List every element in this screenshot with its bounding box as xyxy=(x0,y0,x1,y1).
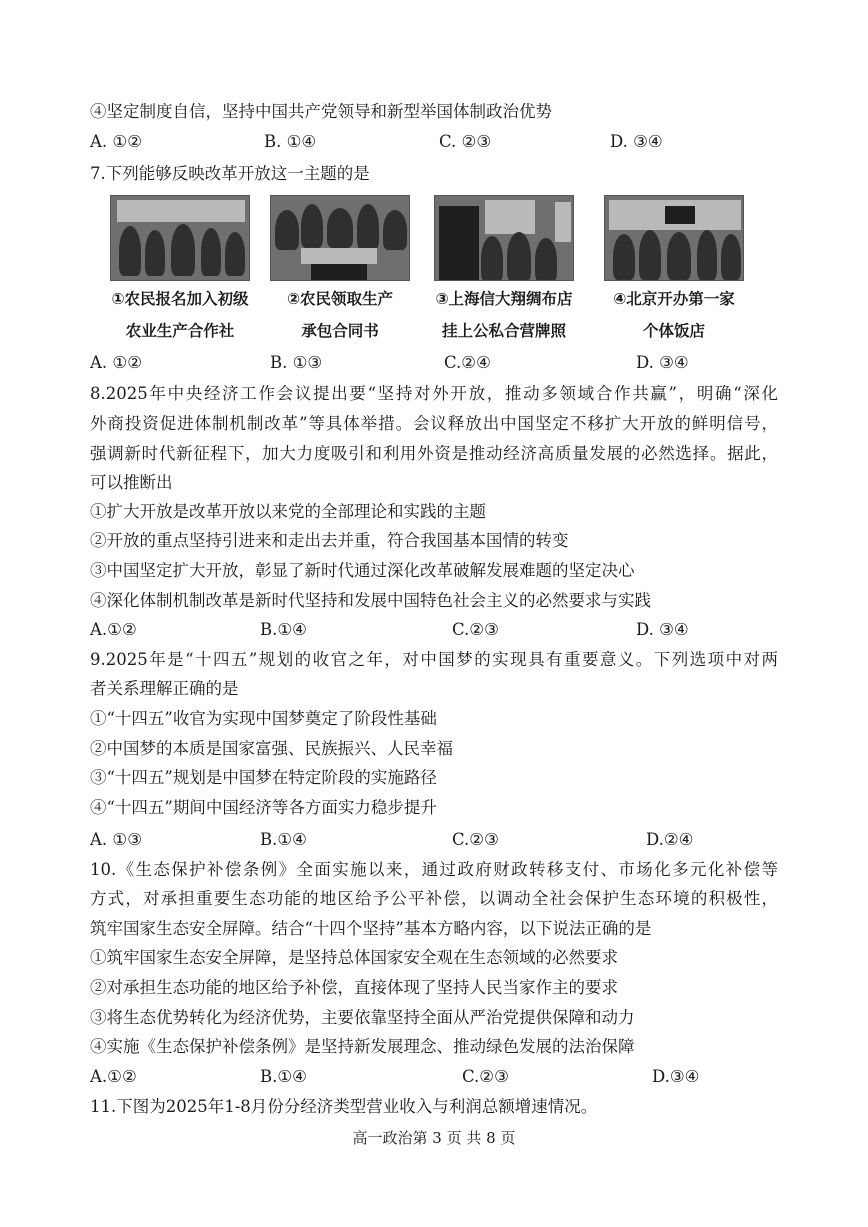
q7-answer-c: C.②④ xyxy=(444,353,491,372)
q6-option-4: ④坚定制度自信，坚持中国共产党领导和新型举国体制政治优势 xyxy=(90,102,552,121)
q8-option-2: ②开放的重点坚持引进来和走出去并重，符合我国基本国情的转变 xyxy=(90,531,569,550)
q9-stem-line-1: 9.2025年是“十四五”规划的收官之年，对中国梦的实现具有重要意义。下列选项中对两 xyxy=(90,650,778,669)
q9-answer-d: D.②④ xyxy=(646,830,694,849)
q8-stem-line-3: 强调新时代新征程下，加大力度吸引和利用外资是推动经济高质量发展的必然选择。据此， xyxy=(90,444,778,463)
photo-farmers-contract-icon xyxy=(270,195,410,281)
page-footer: 高一政治第 3 页 共 8 页 xyxy=(352,1129,516,1147)
q7-answer-a: A. ①② xyxy=(90,353,142,372)
q8-answer-b: B.①④ xyxy=(260,620,307,639)
q8-option-4: ④深化体制机制改革是新时代坚持和发展中国特色社会主义的必然要求与实践 xyxy=(90,591,651,610)
q10-option-2: ②对承担生态功能的地区给予补偿，直接体现了坚持人民当家作主的要求 xyxy=(90,978,618,997)
q9-stem-line-2: 者关系理解正确的是 xyxy=(90,679,239,698)
q8-answer-d: D. ③④ xyxy=(636,620,689,639)
q10-answer-c: C.②③ xyxy=(462,1067,509,1086)
q9-answer-c: C.②③ xyxy=(452,830,499,849)
q7-caption-4b: 个体饭店 xyxy=(642,322,705,340)
q6-answer-d: D. ③④ xyxy=(610,132,663,151)
q6-answer-c: C. ②③ xyxy=(439,132,492,151)
q7-answer-row xyxy=(90,352,780,374)
q10-stem-line-1: 10.《生态保护补偿条例》全面实施以来，通过政府财政转移支付、市场化多元化补偿等 xyxy=(90,860,778,879)
q10-option-3: ③将生态优势转化为经济优势，主要依靠坚持全面从严治党提供保障和动力 xyxy=(90,1008,635,1027)
q7-caption-2b: 承包合同书 xyxy=(301,322,379,340)
q7-caption-1a: ①农民报名加入初级 xyxy=(111,290,249,308)
q9-option-2: ②中国梦的本质是国家富强、民族振兴、人民幸福 xyxy=(90,739,453,758)
q9-option-4: ④“十四五”期间中国经济等各方面实力稳步提升 xyxy=(90,798,437,817)
q8-stem-line-4: 可以推断出 xyxy=(90,473,173,492)
q7-stem: 7.下列能够反映改革开放这一主题的是 xyxy=(90,164,370,183)
q7-caption-4a: ④北京开办第一家 xyxy=(613,290,735,308)
q8-option-1: ①扩大开放是改革开放以来党的全部理论和实践的主题 xyxy=(90,502,486,521)
q7-answer-d: D. ③④ xyxy=(636,353,689,372)
q10-stem-line-2: 方式，对承担重要生态功能的地区给予公平补偿，以调动全社会保护生态环境的积极性， xyxy=(90,889,778,908)
q8-stem-line-2: 外商投资促进体制机制改革”等具体举措。会议释放出中国坚定不移扩大开放的鲜明信号， xyxy=(90,414,778,433)
q10-answer-a: A.①② xyxy=(90,1067,137,1086)
photo-beijing-restaurant-icon xyxy=(604,195,744,281)
photo-shanghai-shop-icon xyxy=(434,195,574,281)
q8-option-3: ③中国坚定扩大开放，彰显了新时代通过深化改革破解发展难题的坚定决心 xyxy=(90,561,635,580)
q10-option-1: ①筑牢国家生态安全屏障，是坚持总体国家安全观在生态领域的必然要求 xyxy=(90,948,618,967)
q6-answer-a: A. ①② xyxy=(90,132,142,151)
q6-answer-row xyxy=(90,131,780,153)
q8-answer-row xyxy=(90,619,780,641)
q7-caption-1b: 农业生产合作社 xyxy=(125,322,235,340)
q9-answer-a: A. ①③ xyxy=(90,830,142,849)
q10-option-4: ④实施《生态保护补偿条例》是坚持新发展理念、推动绿色发展的法治保障 xyxy=(90,1037,635,1056)
q7-figure-2 xyxy=(270,195,410,347)
q9-answer-row xyxy=(90,829,780,851)
q7-caption-2a: ②农民领取生产 xyxy=(286,290,394,308)
q10-answer-row xyxy=(90,1066,780,1088)
q7-figure-1 xyxy=(110,195,250,347)
q7-image-row xyxy=(110,195,750,345)
q7-caption-3a: ③上海信大翔绸布店 xyxy=(435,290,573,308)
q10-answer-d: D.③④ xyxy=(652,1067,700,1086)
q9-answer-b: B.①④ xyxy=(260,830,307,849)
q7-figure-4 xyxy=(604,195,744,347)
photo-farmers-cooperative-icon xyxy=(110,195,250,281)
q7-caption-3b: 挂上公私合营牌照 xyxy=(441,322,566,340)
q7-answer-b: B. ①③ xyxy=(270,353,323,372)
q7-figure-3 xyxy=(434,195,574,347)
q10-answer-b: B.①④ xyxy=(260,1067,307,1086)
q11-stem: 11.下图为2025年1-8月份分经济类型营业收入与利润总额增速情况。 xyxy=(90,1097,598,1116)
q6-answer-b: B. ①④ xyxy=(264,132,317,151)
q9-option-1: ①“十四五”收官为实现中国梦奠定了阶段性基础 xyxy=(90,709,437,728)
q8-answer-a: A.①② xyxy=(90,620,137,639)
q9-option-3: ③“十四五”规划是中国梦在特定阶段的实施路径 xyxy=(90,768,437,787)
q10-stem-line-3: 筑牢国家生态安全屏障。结合“十四个坚持”基本方略内容，以下说法正确的是 xyxy=(90,919,652,938)
q8-stem-line-1: 8.2025年中央经济工作会议提出要“坚持对外开放，推动多领域合作共赢”，明确“深化 xyxy=(90,384,778,403)
q8-answer-c: C.②③ xyxy=(452,620,499,639)
